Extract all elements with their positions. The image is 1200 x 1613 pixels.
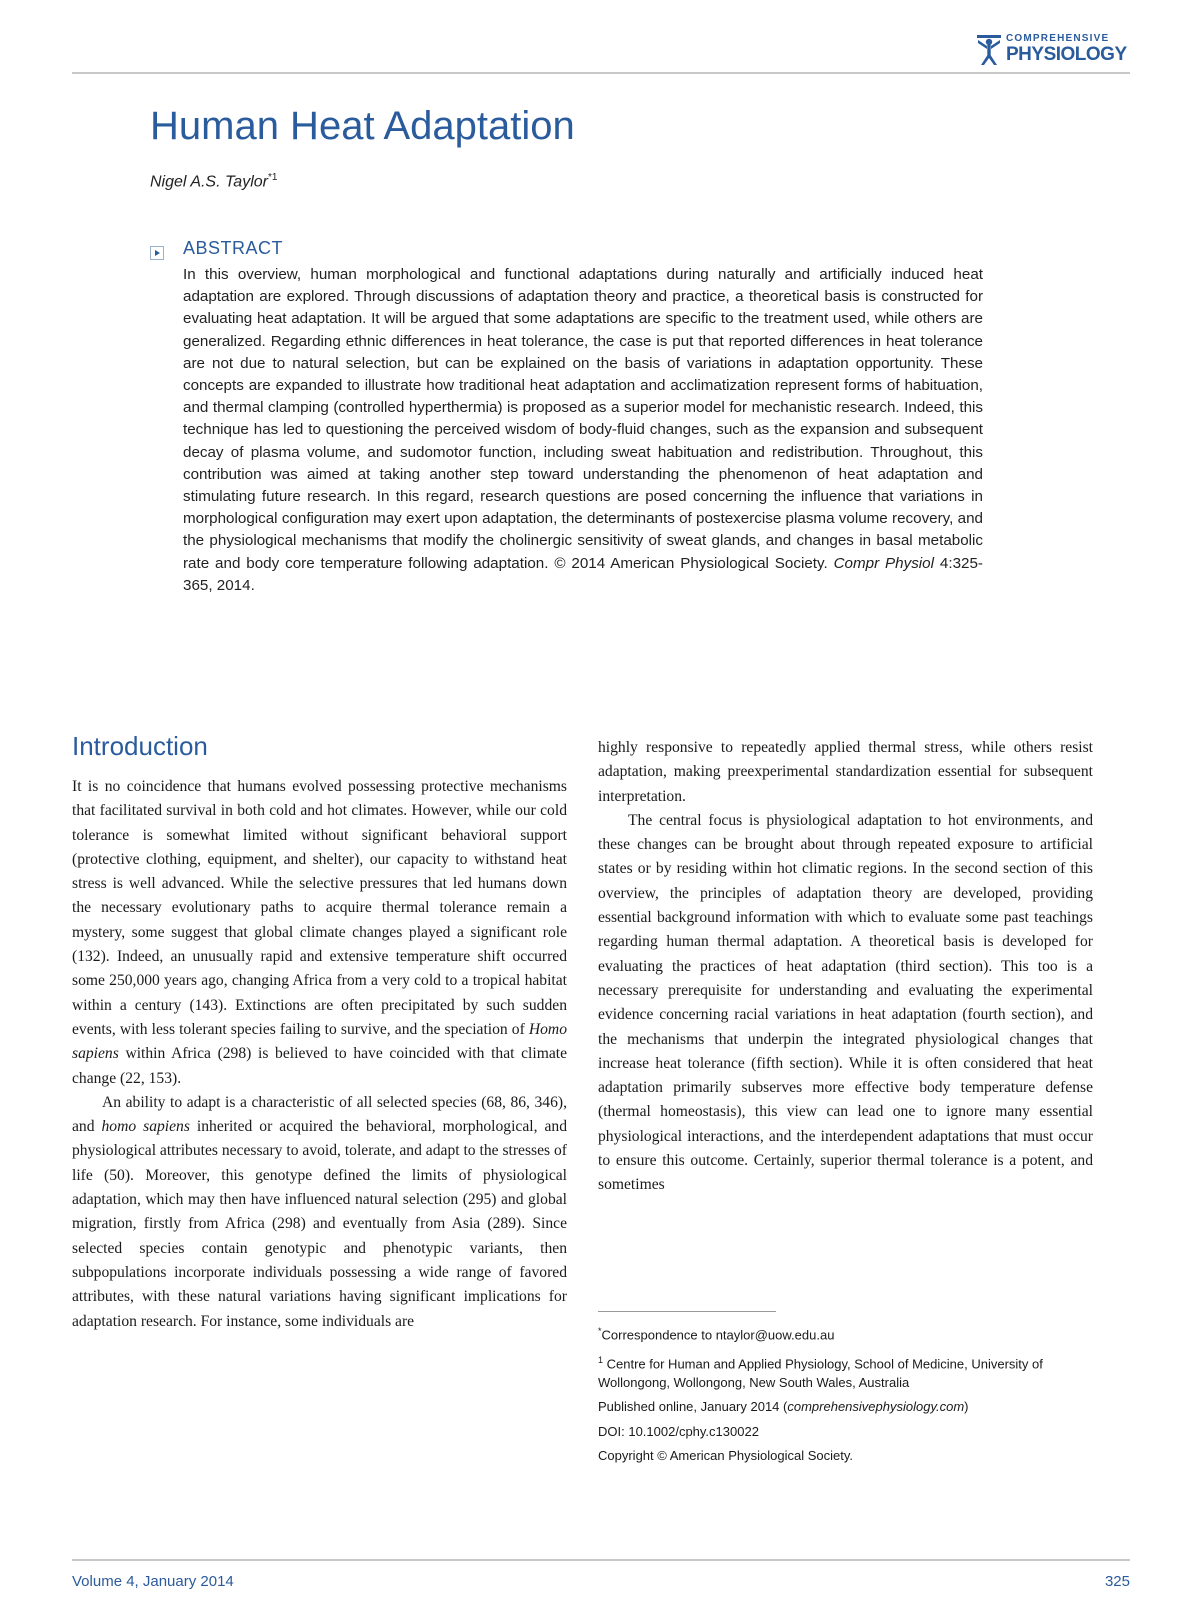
intro-paragraph-2-continued: highly responsive to repeatedly applied thermal stress, while others resist adaptation, making preexperimental standardization essential for subsequent interpretation. xyxy=(598,739,1093,805)
footer-volume: Volume 4, January 2014 xyxy=(72,1573,234,1590)
intro-p2-italic: homo sapiens xyxy=(101,1118,190,1136)
footnote-affiliation-text: Centre for Human and Applied Physiology, School of Medicine, University of Wollongong, Wollongong, New South Wales, Australia xyxy=(598,1356,1043,1390)
abstract-copyright: © 2014 American Physiological Society. xyxy=(554,554,828,572)
journal-logo-bottom: PHYSIOLOGY xyxy=(1006,44,1127,65)
intro-p1-text-b: within Africa (298) is believed to have coincided with that climate change (22, 153). xyxy=(72,1045,567,1087)
footnote-copyright: Copyright © American Physiological Society. xyxy=(598,1448,854,1464)
footnotes xyxy=(598,1322,1093,1472)
footnote-published xyxy=(598,1398,1093,1417)
body-column-left xyxy=(72,729,567,1334)
journal-logo-top: COMPREHENSIVE xyxy=(1006,33,1110,44)
intro-paragraph-3: The central focus is physiological adaptation to hot environments, and these changes can be brought about through repeated exposure to artificial states or by residing within hot climatic regions. In the second section of this overview, the principles of adaptation theory are developed, providing essential background information with which to evaluate some past teachings regarding human thermal adaptation. A theoretical basis is developed for evaluating the practices of heat adaptation (third section). This too is a necessary prerequisite for understanding and evaluating the experimental evidence concerning racial variations in heat adaptation (fourth section), and the mechanisms that underpin the integrated physiological changes that increase heat tolerance (fifth section). While it is often considered that heat adaptation primarily subserves more effective body temperature defense (thermal homeostasis), this view can lead one to ignore many essential physiological interactions, and the interdependent adaptations that must occur to ensure this outcome. Certainly, superior thermal tolerance is a potent, and sometimes xyxy=(598,811,1093,1194)
footnote-correspondence-mark: * xyxy=(598,1326,602,1336)
header-divider xyxy=(72,72,1130,74)
intro-paragraph-2 xyxy=(72,1091,567,1334)
footnote-correspondence-text[interactable]: Correspondence to ntaylor@uow.edu.au xyxy=(601,1327,835,1343)
intro-p2-text-b: inherited or acquired the behavioral, morphological, and physiological attributes necessary to avoid, tolerate, and adapt to the stresses of life (50). Moreover, this genotype defined the limits of physiological adaptation, which may then have influenced natural selection (295) and global migration, firstly from Africa (298) and eventually from Asia (289). Since selected species contain genotypic and phenotypic variants, then subpopulations incorporate individuals possessing a wide range of favored attributes, with these natural variations having significant implications for adaptation research. For instance, some individuals are xyxy=(72,1118,567,1330)
journal-logo-figure-icon xyxy=(975,32,1003,66)
article-author xyxy=(150,172,277,191)
footnote-doi[interactable]: DOI: 10.1002/cphy.c130022 xyxy=(598,1423,759,1439)
intro-paragraph-1 xyxy=(72,775,567,1091)
footer-page-number: 325 xyxy=(1104,1573,1130,1590)
footnote-published-text-b: ) xyxy=(964,1399,969,1415)
footnote-affiliation xyxy=(598,1351,1093,1392)
body-column-right xyxy=(598,736,1093,1198)
abstract-text xyxy=(183,264,983,597)
abstract-heading: ABSTRACT xyxy=(183,238,284,258)
footer-divider xyxy=(72,1559,1130,1561)
footnote-correspondence xyxy=(598,1322,1093,1345)
intro-p1-italic: Homo sapiens xyxy=(72,1020,567,1063)
footnote-affiliation-mark: 1 xyxy=(598,1354,604,1365)
author-name: Nigel A.S. Taylor xyxy=(150,173,268,191)
abstract-toggle-icon[interactable] xyxy=(150,246,164,260)
abstract-citation-ref: 4:325-365, 2014. xyxy=(183,554,983,594)
author-marks: *1 xyxy=(267,172,278,183)
footnote-published-text-a: Published online, January 2014 ( xyxy=(598,1399,788,1415)
abstract-body-text: In this overview, human morphological and functional adaptations during naturally and artificially induced heat adaptation are explored. Through discussions of adaptation theory and practice, a theoretical basis is constructed for evaluating heat adaptation. It will be argued that some adaptations are specific to the treatment used, while others are generalized. Regarding ethnic differences in heat tolerance, the case is put that reported differences in heat tolerance are not due to natural selection, but can be explained on the basis of variations in adaptation opportunity. These concepts are expanded to illustrate how traditional heat adaptation and acclimatization represent forms of habituation, and thermal clamping (controlled hyperthermia) is proposed as a superior model for mechanistic research. Indeed, this technique has led to questioning the perceived wisdom of body-fluid changes, such as the expansion and subsequent decay of plasma volume, and sudomotor function, including sweat habituation and redistribution. Throughout, this contribution was aimed at taking another step toward understanding the phenomenon of heat adaptation and stimulating future research. In this regard, research questions are posed concerning the influence that variations in morphological configuration may exert upon adaptation, the determinants of postexercise plasma volume recovery, and the physiological mechanisms that modify the cholinergic sensitivity of sweat glands, and changes in basal metabolic rate and body core temperature following adaptation. xyxy=(183,266,983,572)
intro-p1-text-a: It is no coincidence that humans evolved possessing protective mechanisms that facilitated survival in both cold and hot climates. However, while our cold tolerance is somewhat limited without significant behavioral support (protective clothing, equipment, and shelter), our capacity to withstand heat stress is well advanced. While the selective pressures that led humans down the necessary evolutionary paths to acquire thermal tolerance remain a mystery, some suggest that global climate changes played a significant role (132). Indeed, an unusually rapid and extensive temperature shift occurred some 250,000 years ago, changing Africa from a very cold to a tropical habitat within a century (143). Extinctions are often precipitated by such sudden events, with less tolerant species failing to survive, and the speciation of xyxy=(72,778,567,1038)
abstract-citation-journal: Compr Physiol xyxy=(833,554,935,572)
section-heading-introduction: Introduction xyxy=(72,731,208,761)
intro-p2-text-a: An ability to adapt is a characteristic of all selected species (68, 86, 346), and xyxy=(72,1093,567,1136)
footnote-divider xyxy=(598,1311,776,1312)
article-title: Human Heat Adaptation xyxy=(150,104,575,148)
journal-logo xyxy=(975,30,1130,68)
footnote-published-link[interactable]: comprehensivephysiology.com xyxy=(787,1399,965,1415)
